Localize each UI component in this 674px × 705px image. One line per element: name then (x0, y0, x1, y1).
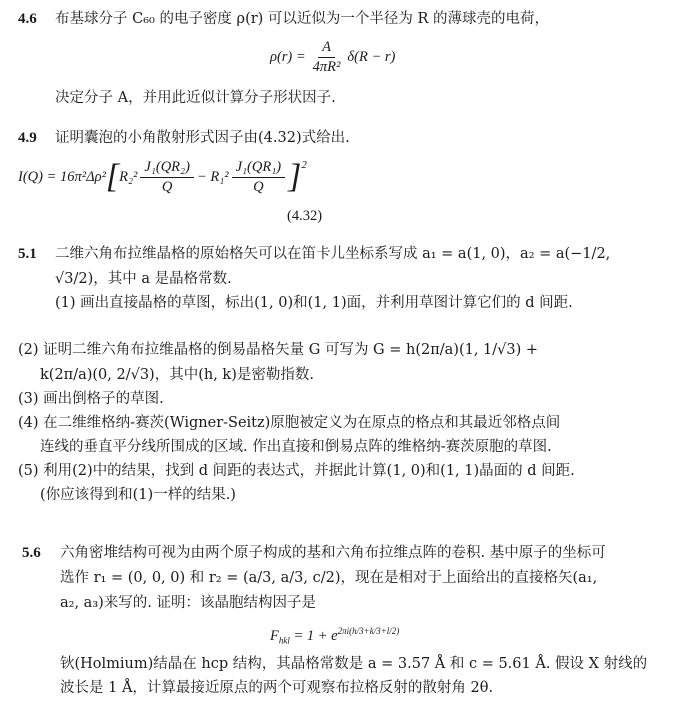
problem-number-5-6: 5.6 (22, 545, 41, 561)
problem-5-1-part-5: (5) 利用(2)中的结果，找到 d 间距的表达式，并据此计算(1, 0)和(1, 1)晶面的 d 间距. (18, 463, 575, 479)
problem-5-1-part-1: (1) 画出直接晶格的草图，标出(1, 0)和(1, 1)面，并利用草图计算它们的 d 间距. (55, 295, 573, 311)
problem-5-6-line-3: a₂, a₃)来写的. 证明：该晶胞结构因子是 (60, 595, 317, 611)
equation-fraction-2 (232, 160, 286, 194)
left-bracket: [ (105, 158, 120, 195)
equation-form-factor (18, 160, 307, 194)
right-bracket: ] (288, 158, 302, 195)
fraction-1-numerator: J₁(QR₂) (140, 160, 194, 178)
problem-number-4-6: 4.6 (18, 11, 37, 27)
problem-4-6-task: 决定分子 A，并用此近似计算分子形状因子. (55, 90, 336, 106)
fraction-2-numerator: J₁(QR₁) (232, 160, 286, 178)
problem-number-4-9: 4.9 (18, 130, 37, 146)
equation-exponent: 2 (301, 159, 307, 171)
problem-number-5-1: 5.1 (18, 246, 37, 262)
problem-5-6-line-5: 波长是 1 Å，计算最接近原点的两个可观察布拉格反射的散射角 2θ. (60, 680, 494, 696)
problem-5-6-line-1: 六角密堆结构可视为由两个原子构成的基和六角布拉维点阵的卷积. 基中原子的坐标可 (60, 545, 606, 561)
problem-5-6-line-2: 选作 r₁ = (0, 0, 0) 和 r₂ = (a/3, a/3, c/2)，现在是相对于上面给出的直接格矢(a₁, (60, 570, 598, 586)
equation-sf-subscript: hkl (278, 635, 290, 646)
equation-r1-squared: − R₁² (196, 168, 229, 185)
equation-form-factor-lhs: I(Q) = 16π²Δρ² (18, 168, 106, 185)
equation-r2-squared: R₂² (119, 168, 138, 185)
problem-5-1-part-2-cont: k(2π/a)(0, 2/√3)，其中(h, k)是密勒指数. (40, 367, 314, 383)
problem-5-1-part-4: (4) 在二维维格纳-赛茨(Wigner-Seitz)原胞被定义为在原点的格点和其最近邻格点间 (18, 415, 561, 431)
equation-rho-fraction (309, 40, 345, 74)
problem-4-6-text: 布基球分子 C₆₀ 的电子密度 ρ(r) 可以近似为一个半径为 R 的薄球壳的电荷， (55, 11, 550, 27)
equation-rho-lhs: ρ(r) = (270, 48, 306, 65)
equation-structure-factor (270, 627, 399, 646)
equation-label-4-32: (4.32) (287, 208, 323, 224)
equation-rho (270, 40, 395, 74)
problem-4-9-text: 证明囊泡的小角散射形式因子由(4.32)式给出. (55, 130, 350, 146)
equation-sf-mid: = 1 + e (293, 627, 338, 644)
equation-sf-exponent: 2πi(h/3+k/3+l/2) (337, 626, 400, 636)
equation-rho-denominator: 4πR² (312, 58, 341, 75)
problem-5-1-part-5-note: (你应该得到和(1)一样的结果.) (40, 487, 236, 503)
problem-5-1-part-3: (3) 画出倒格子的草图. (18, 391, 164, 407)
problem-5-1-part-2: (2) 证明二维六角布拉维晶格的倒易晶格矢量 G 可写为 G = h(2π/a)(1, 1/√3) + (18, 342, 539, 358)
problem-5-1-line-2: √3/2)，其中 a 是晶格常数. (55, 271, 232, 287)
problem-5-1-part-4-cont: 连线的垂直平分线所围成的区域. 作出直接和倒易点阵的维格纳-赛茨原胞的草图. (40, 439, 552, 455)
problem-5-1-line-1: 二维六角布拉维晶格的原始格矢可以在笛卡儿坐标系写成 a₁ = a(1, 0)，a₂ = a(−1/2, (55, 246, 611, 262)
equation-rho-numerator: A (318, 40, 335, 58)
fraction-2-denominator: Q (253, 178, 264, 195)
equation-rho-rhs: δ(R − r) (347, 48, 396, 65)
equation-fraction-1 (140, 160, 194, 194)
equation-sf-lhs: F (270, 627, 279, 644)
problem-5-6-line-4: 钬(Holmium)结晶在 hcp 结构，其晶格常数是 a = 3.57 Å 和 c = 5.61 Å. 假设 X 射线的 (60, 656, 648, 672)
fraction-1-denominator: Q (161, 178, 173, 195)
